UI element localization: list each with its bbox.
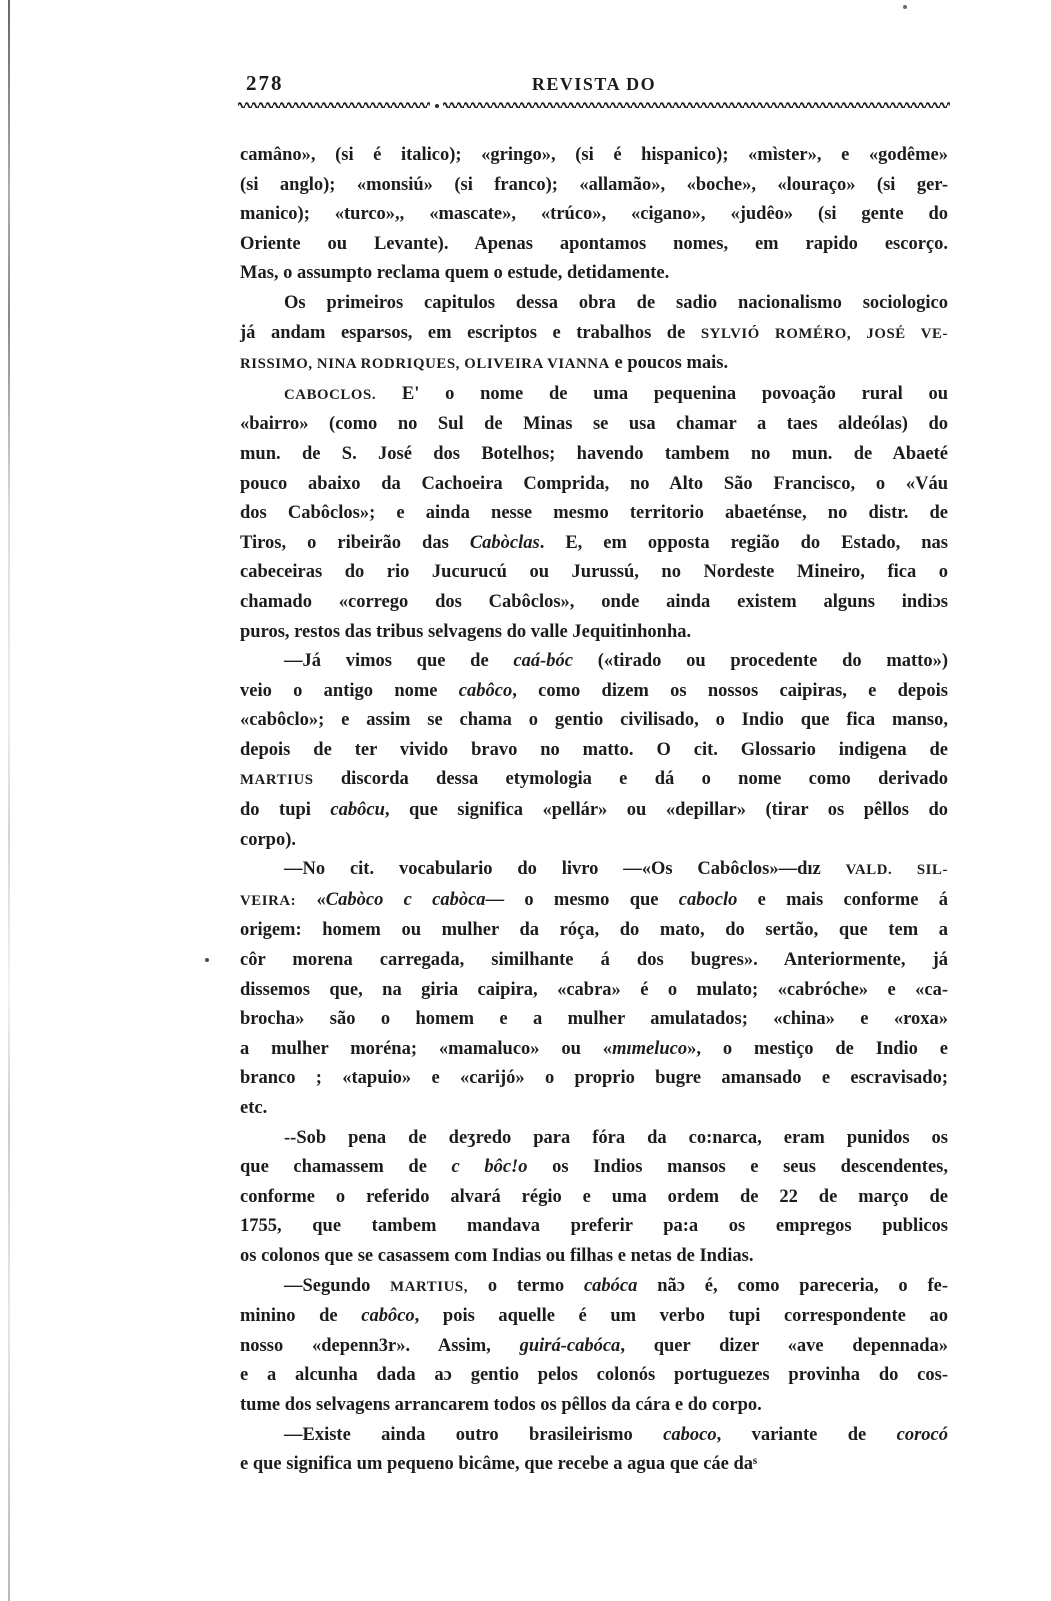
- text-line: a mulher moréna; «mamaluco» ou «mımeluco», o mestiço de Indio e: [240, 1038, 948, 1059]
- paragraph: [240, 380, 948, 647]
- text-line: e a alcunha dada aɔ gentio pelos colonós portuguezes provinha do cos-: [240, 1365, 948, 1386]
- page-number: 278: [246, 71, 284, 95]
- text-line: —Já vimos que de caá-bóc («tirado ou procedente do matto»): [284, 651, 948, 672]
- text-line: nosso «depenn3r». Assim, guirá-cabóca, quer dizer «ave depennada»: [240, 1335, 948, 1356]
- text-line: minino de cabôco, pois aquelle é um verbo tupi correspondente ao: [240, 1306, 948, 1327]
- text-line: —Existe ainda outro brasileirismo caboco, variante de corocó: [284, 1424, 948, 1445]
- text-line: brocha» são o homem e a mulher amulatados; «china» e «roxa»: [240, 1009, 948, 1030]
- text-line: que chamassem de c bôc!o os Indios mansos e seus descendentes,: [240, 1157, 948, 1178]
- wavy-rule-left: [238, 99, 430, 108]
- text-line: depois de ter vivido bravo no matto. O cit. Glossario indigena de: [240, 739, 948, 760]
- text-line: côr morena carregada, similhante á dos bugres». Anteriormente, já: [240, 950, 948, 971]
- text-line: Oriente ou Levante). Apenas apontamos nomes, em rapido escorço.: [240, 233, 948, 254]
- text-line: MARTIUS discorda dessa etymologia e dá o nome como derivado: [240, 769, 948, 790]
- paragraph: [240, 647, 948, 855]
- text-line: dissemos que, na giria caipira, «cabra» é o mulato; «cabróche» e «ca-: [240, 979, 948, 1000]
- text-line: manico); «turco»,, «mascate», «trúco», «cigano», «judêo» (si gente do: [240, 204, 948, 225]
- text-line: conforme o referido alvará régio e uma ordem de 22 de março de: [240, 1186, 948, 1207]
- text-line: mun. de S. José dos Botelhos; havendo tambem no mun. de Abaeté: [240, 443, 948, 464]
- paragraph: [240, 1421, 948, 1480]
- text-line: VEIRA: «Cabòco c cabòca— o mesmo que caboclo e mais conforme á: [240, 889, 948, 910]
- text-line: e que significa um pequeno bicâme, que recebe a agua que cáe daˢ: [240, 1454, 758, 1475]
- paragraph: [240, 1124, 948, 1272]
- text-line: etc.: [240, 1098, 268, 1118]
- scan-artifact: [8, 0, 10, 1601]
- text-line: camâno», (si é italico); «gringo», (si é hispanico); «mìster», e «godême»: [240, 145, 948, 165]
- rule-gap-mark: [430, 99, 443, 108]
- text-line: 1755, que tambem mandava preferir pa:a os empregos publicos: [240, 1216, 948, 1237]
- text-line: cabeceiras do rio Jucurucú ou Jurussú, no Nordeste Mineiro, fica o: [240, 562, 948, 583]
- paragraph: [240, 141, 948, 289]
- text-line: --Sob pena de deʒredo para fóra da co:narca, eram punidos os: [284, 1127, 948, 1148]
- text-line: —Segundo MARTIUS, o termo cabóca nãɔ é, como pareceria, o fe-: [284, 1275, 948, 1296]
- text-line: (si anglo); «monsiú» (si franco); «allamão», «boche», «louraço» (si ger-: [240, 174, 948, 195]
- scan-artifact: [205, 958, 209, 962]
- paragraph: [240, 855, 948, 1123]
- text-line: origem: homem ou mulher da róça, do mato, do sertão, que tem a: [240, 920, 948, 941]
- text-line: tume dos selvagens arrancarem todos os pêllos da cára e do corpo.: [240, 1394, 762, 1415]
- text-line: —No cit. vocabulario do livro —«Os Cabôclos»—dız VALD. SIL-: [284, 859, 949, 880]
- text-line: CABOCLOS. E' o nome de uma pequenina povoação rural ou: [284, 383, 948, 404]
- text-line: Tiros, o ribeirão das Cabòclas. E, em opposta região do Estado, nas: [240, 532, 948, 553]
- text-line: Mas, o assumpto reclama quem o estude, detidamente.: [240, 263, 670, 284]
- text-line: do tupi cabôcu, que significa «pellár» ou «depillar» (tirar os pêllos do: [240, 800, 948, 821]
- text-line: veio o antigo nome cabôco, como dizem os nossos caipiras, e depois: [240, 680, 949, 701]
- text-line: pouco abaixo da Cachoeira Comprida, no Alto São Francisco, o «Váu: [240, 473, 948, 494]
- text-line: corpo).: [240, 829, 296, 850]
- text-line: os colonos que se casassem com Indias ou filhas e netas de Indias.: [240, 1245, 754, 1266]
- wavy-rule-right: [443, 99, 950, 108]
- scan-artifact: [903, 5, 907, 9]
- paragraph: [240, 289, 948, 380]
- text-line: dos Cabôclos»; e ainda nesse mesmo territorio abaeténse, no distr. de: [240, 503, 948, 524]
- text-line: «bairro» (como no Sul de Minas se usa chamar a taes aldeólas) do: [240, 414, 948, 435]
- text-line: branco ; «tapuio» e «carijó» o proprio bugre amansado e escravisado;: [240, 1068, 948, 1089]
- paragraph: [240, 1272, 948, 1421]
- text-line: RISSIMO, NINA RODRIQUES, OLIVEIRA VIANNA e poucos mais.: [240, 353, 729, 374]
- text-line: chamado «corrego dos Cabôclos», onde ainda existem alguns indiɔs: [240, 591, 948, 612]
- text-line: já andam esparsos, em escriptos e trabalhos de SYLVIÓ ROMÉRO, JOSÉ VE-: [240, 322, 948, 343]
- text-line: «cabôclo»; e assim se chama o gentio civilisado, o Indio que fica manso,: [240, 710, 948, 731]
- page-body: [240, 141, 948, 1480]
- wavy-rule: [238, 98, 950, 108]
- text-line: Os primeiros capitulos dessa obra de sadio nacionalismo sociologico: [284, 292, 948, 313]
- text-line: puros, restos das tribus selvagens do valle Jequitinhonha.: [240, 621, 692, 642]
- journal-title: REVISTA DO: [531, 74, 657, 94]
